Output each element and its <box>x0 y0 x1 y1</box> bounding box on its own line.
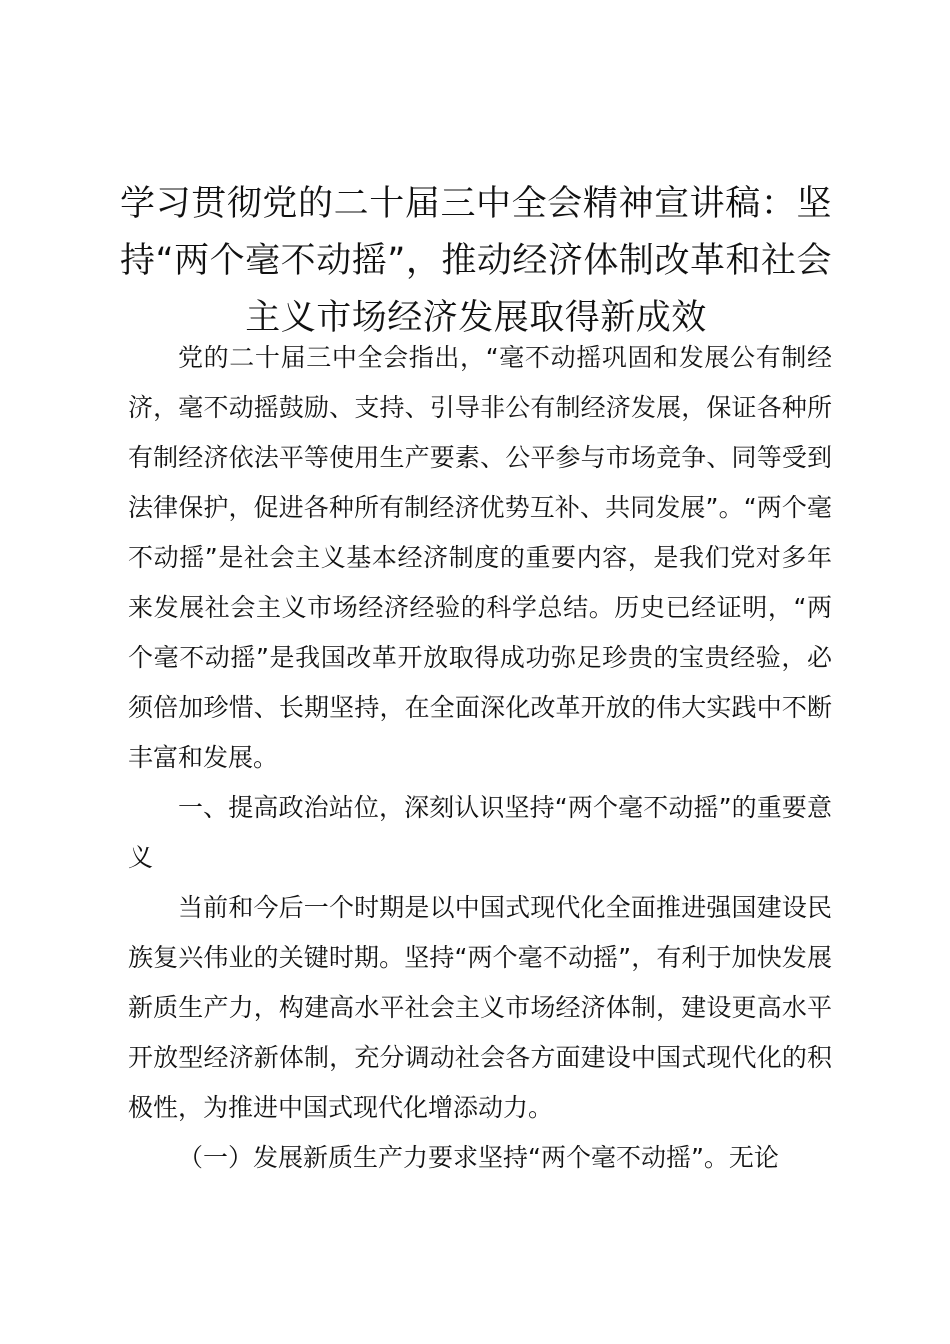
subsection-heading-1: （一）发展新质生产力要求坚持“两个毫不动摇”。无论 <box>178 1143 779 1172</box>
paragraph-section-1: 当前和今后一个时期是以中国式现代化全面推进强国建设民族复兴伟业的关键时期。坚持“两个毫不动摇”，有利于加快发展新质生产力，构建高水平社会主义市场经济体制，建设更高水平开放型经济新体制，充分调动社会各方面建设中国式现代化的积极性，为推进中国式现代化增添动力。 <box>128 893 832 1122</box>
paragraph-intro: 党的二十届三中全会指出，“毫不动摇巩固和发展公有制经济，毫不动摇鼓励、支持、引导非公有制经济发展，保证各种所有制经济依法平等使用生产要素、公平参与市场竞争、同等受到法律保护，促进各种所有制经济优势互补、共同发展”。“两个毫不动摇”是社会主义基本经济制度的重要内容，是我们党对多年来发展社会主义市场经济经验的科学总结。历史已经证明，“两个毫不动摇”是我国改革开放取得成功弥足珍贵的宝贵经验，必须倍加珍惜、长期坚持，在全面深化改革开放的伟大实践中不断丰富和发展。 <box>128 343 832 772</box>
section-heading-1: 一、提高政治站位，深刻认识坚持“两个毫不动摇”的重要意义 <box>128 793 832 872</box>
document-body <box>128 333 832 1183</box>
document-title: 学习贯彻党的二十届三中全会精神宣讲稿：坚持“两个毫不动摇”，推动经济体制改革和社会主义市场经济发展取得新成效 <box>120 184 832 338</box>
